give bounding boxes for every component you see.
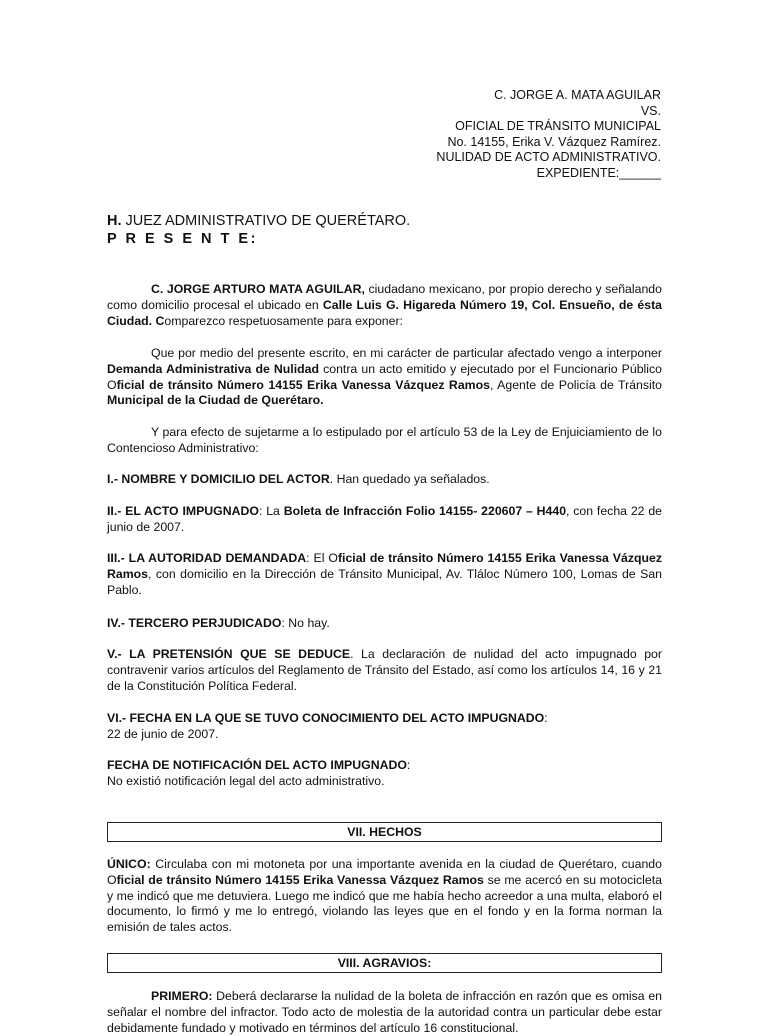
item-act-text-2: , con fecha 22 de junio de 2007.: [107, 504, 662, 534]
item-actor-label: I.- NOMBRE Y DOMICILIO DEL ACTOR: [107, 472, 330, 486]
item-notification-date: [107, 758, 662, 790]
item-knowledge-date: [107, 711, 662, 743]
case-header: [436, 88, 661, 181]
section-heading-grievances: VIII. AGRAVIOS:: [107, 953, 662, 973]
header-subject: NULIDAD DE ACTO ADMINISTRATIVO.: [436, 150, 661, 164]
item-actor: [107, 472, 662, 488]
item-authority-officer: ficial de tránsito Número 14155 Erika Vanessa Vázquez Ramos: [107, 551, 663, 581]
addressee: [107, 212, 410, 248]
facts-officer: ficial de tránsito Número 14155 Erika Vanessa Vázquez Ramos: [116, 872, 484, 887]
header-officer: No. 14155, Erika V. Vázquez Ramírez.: [447, 134, 661, 149]
intro-closing: omparezco respetuosamente para exponer:: [164, 313, 403, 328]
item-knowledge-value: 22 de junio de 2007.: [107, 726, 219, 741]
claim-type: Demanda Administrativa de Nulidad: [107, 361, 320, 376]
intro-paragraph: [107, 282, 662, 329]
item-authority: [107, 551, 662, 598]
item-notification-label: FECHA DE NOTIFICACIÓN DEL ACTO IMPUGNADO: [107, 758, 407, 772]
item-knowledge-colon: :: [544, 711, 548, 725]
item-third-party: [107, 616, 662, 632]
section-heading-facts: VII. HECHOS: [107, 822, 662, 842]
item-actor-text: . Han quedado ya señalados.: [329, 472, 490, 486]
item-claim: [107, 647, 662, 694]
item-authority-text-1: : El O: [306, 551, 338, 565]
item-act-ticket: Boleta de Infracción Folio 14155- 220607 – H440: [283, 504, 567, 518]
claim-paragraph: [107, 346, 662, 409]
claim-text-3: , Agente de Policía de Tránsito: [489, 377, 662, 392]
item-claim-text: . La declaración de nulidad del acto impugnado por contravenir varios artículos del Reglamento de Tránsito del Estado, así como los artículos 14, 16 y 21 de la Constitución Política Federal.: [107, 647, 662, 693]
header-versus: VS.: [640, 103, 661, 118]
item-act-text-1: : La: [258, 504, 284, 518]
facts-text-2: se me acercó en su motocicleta y me indicó que me detuviera. Luego me indicó que me había hecho acreedor a una multa, elaboró el documento, lo firmó y me lo entregó, violando las leyes que en el fondo y en la forma norman la emisión de tales actos.: [107, 872, 663, 935]
item-authority-label: III.- LA AUTORIDAD DEMANDADA: [107, 551, 307, 565]
plaintiff-name: C. JORGE ARTURO MATA AGUILAR,: [151, 282, 365, 296]
item-third-party-label: IV.- TERCERO PERJUDICADO: [107, 616, 282, 630]
item-notification-colon: :: [406, 758, 411, 772]
plaintiff-address: Calle Luis G. Higareda Número 19, Col. Ensueño, de ésta Ciudad.: [107, 297, 662, 328]
item-notification-value: No existió notificación legal del acto administrativo.: [107, 773, 385, 788]
intro-text: ciudadano mexicano, por propio derecho y señalando como domicilio procesal el ubicado en: [107, 282, 662, 312]
facts-paragraph: [107, 857, 662, 936]
claim-officer: ficial de tránsito Número 14155 Erika Vanessa Vázquez Ramos: [116, 377, 490, 392]
law-paragraph: [107, 425, 662, 457]
grievance-first-label: PRIMERO:: [151, 989, 213, 1003]
header-plaintiff: C. JORGE A. MATA AGUILAR: [494, 88, 661, 102]
item-act: [107, 504, 662, 536]
grievance-first-paragraph: [107, 989, 662, 1036]
presente-heading: P R E S E N T E:: [107, 231, 258, 247]
intro-initial: C: [155, 313, 165, 328]
honorific: H.: [107, 213, 122, 229]
item-claim-label: V.- LA PRETENSIÓN QUE SE DEDUCE: [107, 647, 351, 661]
grievance-first-text: Deberá declararse la nulidad de la boleta de infracción en razón que es omisa en señalar el nombre del infractor. Todo acto de molestia de la autoridad contra un particular debe estar debidamente fundado y motivado en términos del artículo 16 constitucional.: [107, 989, 662, 1035]
header-defendant: OFICIAL DE TRÁNSITO MUNICIPAL: [455, 119, 661, 133]
facts-text-1: Circulaba con mi motoneta por una importante avenida en la ciudad de Querétaro, cuando O: [107, 857, 662, 887]
law-text: Y para efecto de sujetarme a lo estipulado por el artículo 53 de la Ley de Enjuiciamiento de lo Contencioso Administrativo:: [107, 425, 662, 455]
claim-municipality: Municipal de la Ciudad de Querétaro.: [107, 393, 324, 408]
item-third-party-text: : No hay.: [281, 616, 330, 630]
item-knowledge-label: VI.- FECHA EN LA QUE SE TUVO CONOCIMIENTO DEL ACTO IMPUGNADO: [107, 711, 545, 725]
claim-text-2: contra un acto emitido y ejecutado por el Funcionario Público O: [107, 361, 662, 392]
item-authority-text-2: , con domicilio en la Dirección de Tránsito Municipal, Av. Tláloc Número 100, Lomas de San Pablo.: [107, 566, 662, 597]
header-file-number: EXPEDIENTE:______: [536, 165, 661, 180]
judge-title: JUEZ ADMINISTRATIVO DE QUERÉTARO.: [121, 213, 411, 229]
claim-text-1: Que por medio del presente escrito, en mi carácter de particular afectado vengo a interponer: [151, 346, 662, 360]
item-act-label: II.- EL ACTO IMPUGNADO: [107, 504, 259, 518]
facts-label: ÚNICO:: [107, 857, 151, 871]
